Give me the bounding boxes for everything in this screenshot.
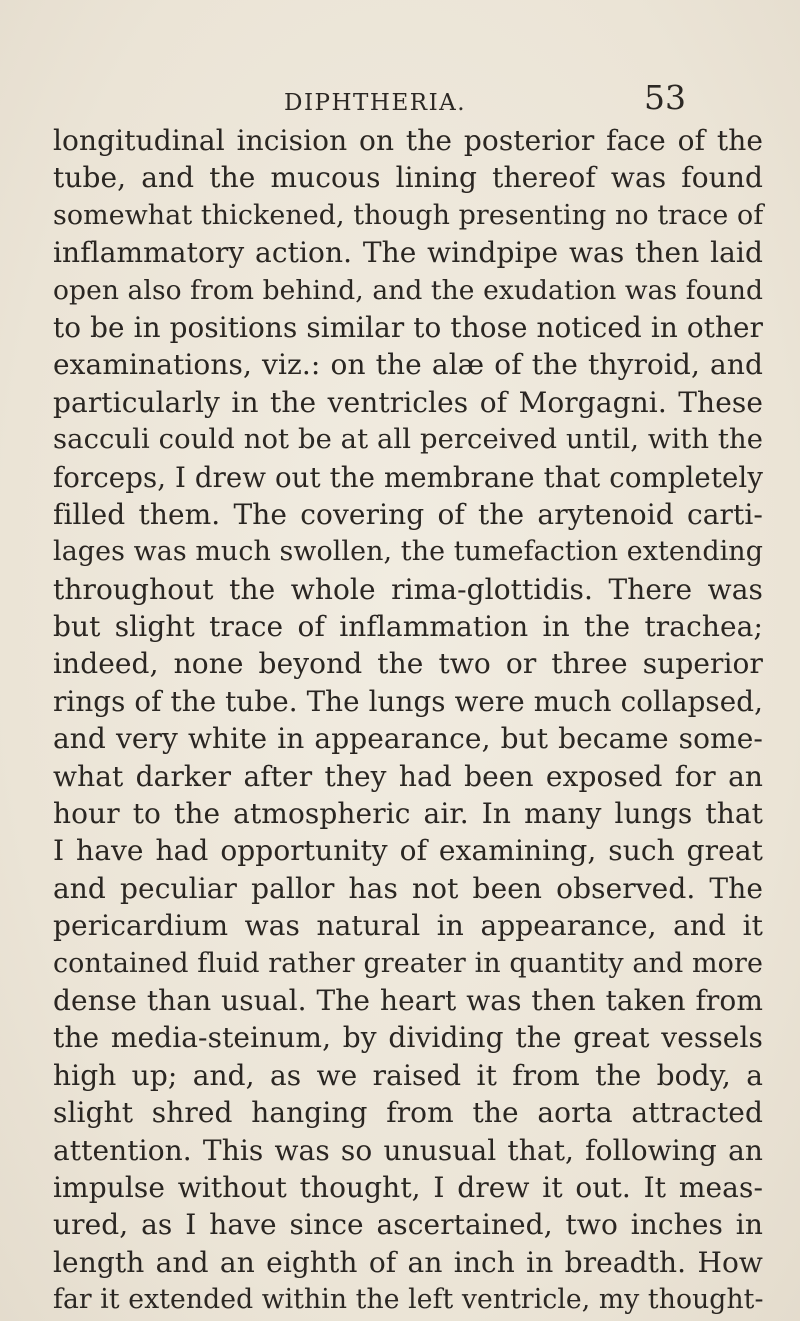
- text-line: to be in positions similar to those noticed in other: [53, 310, 763, 344]
- text-line: examinations, viz.: on the alæ of the thyroid, and: [53, 348, 763, 382]
- text-line: somewhat thickened, though presenting no trace of: [53, 199, 764, 231]
- text-line: hour to the atmospheric air. In many lungs that: [53, 797, 763, 831]
- text-line: open also from behind, and the exudation was found: [53, 274, 764, 306]
- text-line: sacculi could not be at all perceived until, with the: [53, 424, 763, 456]
- running-head: DIPHTHERIA.: [284, 90, 467, 116]
- text-line: attention. This was so unusual that, following an: [53, 1133, 763, 1167]
- text-line: particularly in the ventricles of Morgagni. These: [53, 385, 763, 419]
- text-line: what darker after they had been exposed for an: [53, 759, 763, 793]
- text-line: tube, and the mucous lining thereof was found: [53, 161, 763, 195]
- body-text: [53, 122, 763, 1319]
- text-line: high up; and, as we raised it from the body, a: [53, 1058, 763, 1092]
- text-line: longitudinal incision on the posterior face of the: [53, 124, 763, 157]
- text-line: ured, as I have since ascertained, two inches in: [53, 1208, 763, 1242]
- text-line: forceps, I drew out the membrane that completely: [53, 460, 763, 494]
- text-line: lages was much swollen, the tumefaction extending: [53, 536, 763, 568]
- text-line: and very white in appearance, but became some-: [53, 722, 763, 756]
- text-line: far it extended within the left ventricle, my thought-: [53, 1284, 764, 1316]
- text-line: impulse without thought, I drew it out. It meas-: [53, 1170, 763, 1204]
- text-line: the media-steinum, by dividing the great vessels: [53, 1021, 763, 1055]
- text-line: I have had opportunity of examining, such great: [53, 834, 763, 868]
- text-line: throughout the whole rima-glottidis. There was: [53, 572, 763, 606]
- text-line: dense than usual. The heart was then taken from: [53, 983, 763, 1017]
- page-header: [0, 78, 800, 126]
- text-line: indeed, none beyond the two or three superior: [53, 647, 763, 681]
- text-line: and peculiar pallor has not been observed. The: [53, 871, 763, 905]
- text-line: slight shred hanging from the aorta attracted: [53, 1096, 763, 1130]
- text-line: length and an eighth of an inch in breadth. How: [53, 1245, 763, 1279]
- page-number: 53: [644, 78, 686, 117]
- text-line: pericardium was natural in appearance, and it: [53, 909, 763, 943]
- text-line: rings of the tube. The lungs were much collapsed,: [53, 684, 763, 718]
- text-line: contained fluid rather greater in quantity and more: [53, 947, 763, 979]
- text-line: but slight trace of inflammation in the trachea;: [53, 610, 763, 644]
- text-line: filled them. The covering of the arytenoid carti-: [53, 497, 763, 531]
- text-line: inflammatory action. The windpipe was then laid: [53, 236, 763, 270]
